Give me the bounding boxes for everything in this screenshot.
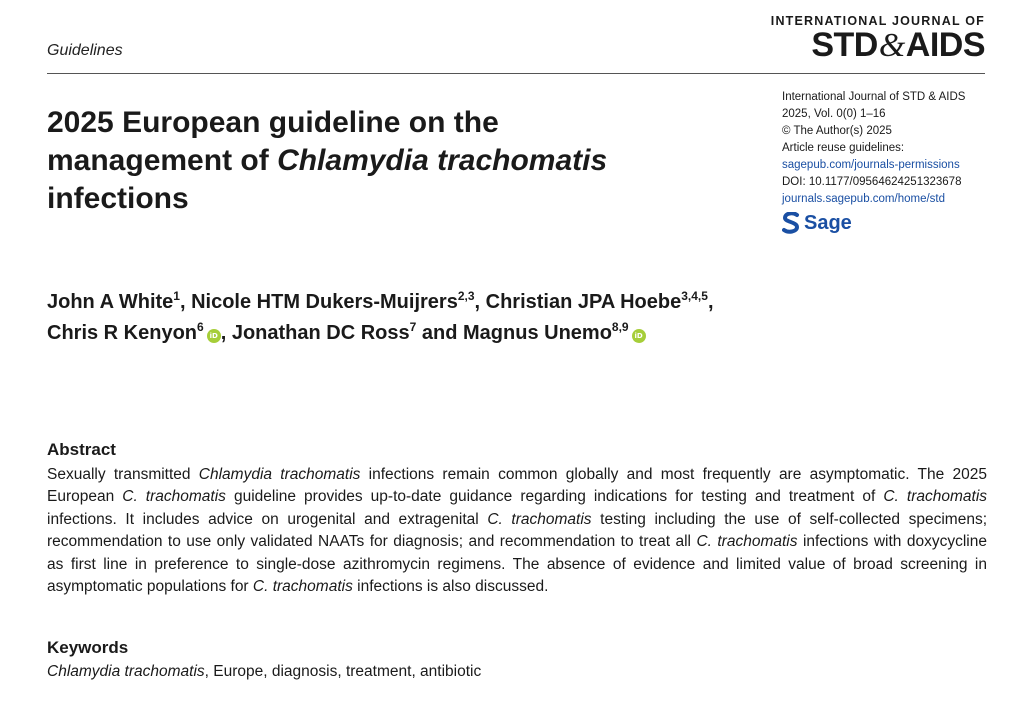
- meta-reuse-label: Article reuse guidelines:: [782, 142, 905, 154]
- abstract-text: Sexually transmitted: [47, 466, 199, 483]
- reuse-link[interactable]: sagepub.com/journals-permissions: [782, 159, 960, 171]
- author-separator: ,: [220, 322, 232, 344]
- meta-doi: DOI: 10.1177/09564624251323678: [782, 176, 962, 188]
- author-separator: ,: [474, 291, 486, 313]
- sage-logo[interactable]: [782, 212, 1002, 234]
- keywords-rest: , Europe, diagnosis, treatment, antibiotic: [204, 663, 482, 680]
- author-affiliation: 6: [197, 320, 204, 334]
- abstract-text: testing including the use of self-collected specimens; recommendation to use only validated NAATs for diagnosis; and recommendation to treat all: [47, 510, 988, 551]
- masthead-ampersand: &: [878, 27, 905, 64]
- author-affiliation: 8,9: [611, 320, 629, 334]
- masthead-aids: AIDS: [905, 26, 985, 64]
- orcid-icon[interactable]: iD: [632, 329, 646, 343]
- abstract-italic-term: Chlamydia trachomatis: [198, 466, 361, 483]
- keywords-heading: Keywords: [47, 638, 129, 657]
- abstract-text: guideline provides up-to-date guidance regarding indications for testing and treatment of: [225, 488, 884, 506]
- author-affiliation: 3,4,5: [681, 289, 708, 303]
- author-list: [47, 287, 747, 349]
- article-metadata: [782, 89, 1002, 234]
- author-separator: ,: [179, 291, 192, 313]
- abstract-italic-term: C. trachomatis: [122, 488, 226, 506]
- title-line-2-italic: Chlamydia trachomatis: [277, 144, 608, 177]
- abstract-text: infections. It includes advice on urogenital and extragenital: [47, 510, 488, 528]
- abstract-text: infections remain common globally and most frequently are asymptomatic. The 2025 European: [47, 466, 987, 506]
- author-name: Jonathan DC Ross: [231, 322, 410, 344]
- author-name: Christian JPA Hoebe: [485, 291, 682, 313]
- orcid-icon[interactable]: iD: [207, 329, 221, 343]
- author-affiliation: 2,3: [457, 289, 475, 303]
- header-divider: [47, 73, 985, 74]
- author-name: Magnus Unemo: [463, 322, 612, 344]
- meta-volume: 2025, Vol. 0(0) 1–16: [782, 108, 886, 120]
- abstract-text: infections is also discussed.: [352, 578, 549, 596]
- masthead-std: STD: [811, 26, 878, 64]
- title-line-3: infections: [47, 182, 189, 215]
- masthead-top-line: INTERNATIONAL JOURNAL OF: [770, 14, 985, 28]
- author-name: Nicole HTM Dukers-Muijrers: [191, 291, 458, 313]
- abstract-text: infections with doxycycline as first line in preference to single-dose azithromycin regimens. The absence of evidence and limited value of broad screening in asymptomatic populations for: [47, 533, 987, 596]
- keywords-body: [47, 663, 481, 681]
- journal-masthead: [770, 14, 985, 63]
- keyword-italic-term: Chlamydia trachomatis: [47, 663, 205, 680]
- abstract-body: [47, 464, 987, 598]
- abstract-italic-term: C. trachomatis: [487, 510, 592, 528]
- author-name: Chris R Kenyon: [47, 322, 198, 344]
- title-line-2-prefix: management of: [47, 144, 269, 177]
- article-title: [47, 104, 727, 218]
- abstract-italic-term: C. trachomatis: [252, 578, 353, 596]
- author-affiliation: 7: [409, 320, 417, 334]
- title-line-1: 2025 European guideline on the: [47, 106, 499, 139]
- journal-home-link[interactable]: journals.sagepub.com/home/std: [782, 193, 946, 205]
- author-name: John A White: [47, 291, 174, 313]
- masthead-main-line: [770, 28, 985, 63]
- abstract-italic-term: C. trachomatis: [883, 488, 988, 506]
- author-affiliation: 1: [173, 289, 180, 303]
- abstract-italic-term: C. trachomatis: [696, 533, 798, 551]
- sage-label: Sage: [804, 211, 852, 234]
- meta-journal: International Journal of STD & AIDS: [782, 91, 966, 103]
- section-label: Guidelines: [47, 42, 123, 59]
- author-separator: ,: [707, 291, 714, 313]
- author-separator: and: [416, 322, 464, 344]
- abstract-heading: Abstract: [47, 440, 116, 459]
- meta-copyright: © The Author(s) 2025: [782, 125, 892, 137]
- sage-s-icon: [782, 212, 800, 234]
